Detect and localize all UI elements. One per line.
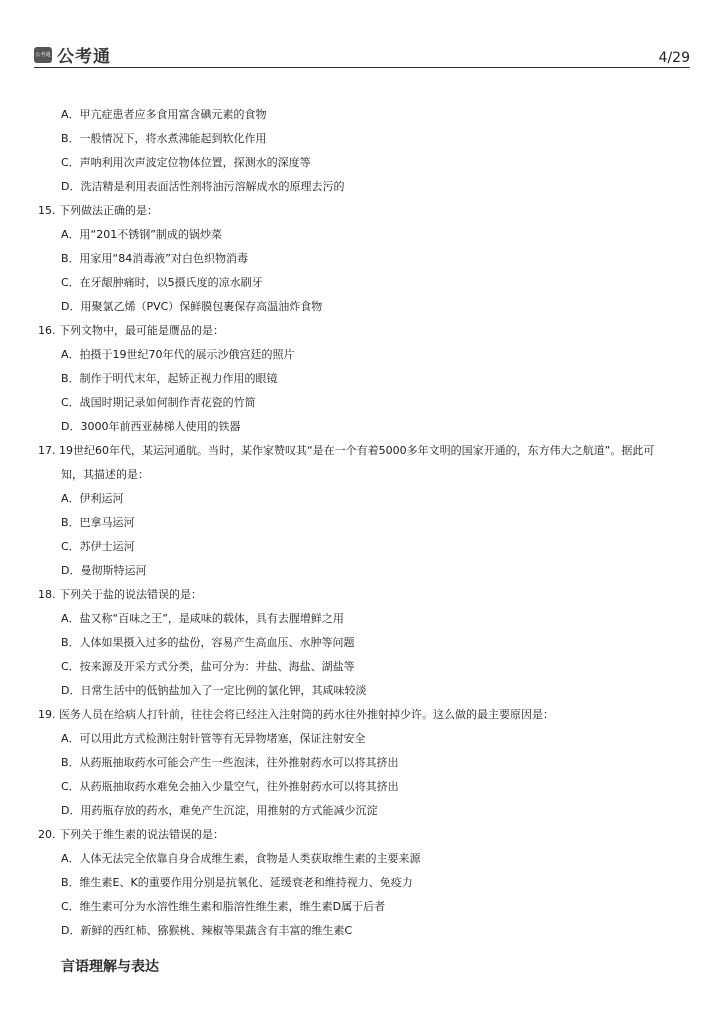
answer-option: B．维生素E、K的重要作用分别是抗氧化、延缓衰老和维持视力、免疫力 xyxy=(61,876,413,889)
answer-option: B．制作于明代末年，起矫正视力作用的眼镜 xyxy=(61,372,278,385)
logo-text: 公考通 xyxy=(57,47,111,67)
answer-option: A．用“201不锈钢”制成的锅炒菜 xyxy=(61,228,222,241)
question-stem: 19. 医务人员在给病人打针前，往往会将已经注入注射筒的药水往外推射掉少许。这么做的最主要原因是： xyxy=(38,708,554,721)
answer-option: A．拍摄于19世纪70年代的展示沙俄宫廷的照片 xyxy=(61,348,295,361)
answer-option: D．用药瓶存放的药水，难免产生沉淀，用推射的方式能减少沉淀 xyxy=(61,804,378,817)
answer-option: B．从药瓶抽取药水可能会产生一些泡沫，往外推射药水可以将其挤出 xyxy=(61,756,399,769)
answer-option: D．用聚氯乙烯（PVC）保鲜膜包裹保存高温油炸食物 xyxy=(61,300,323,313)
answer-option: C．维生素可分为水溶性维生素和脂溶性维生素，维生素D属于后者 xyxy=(61,900,386,913)
question-stem: 18. 下列关于盐的说法错误的是： xyxy=(38,588,202,601)
answer-option: A．甲亢症患者应多食用富含碘元素的食物 xyxy=(61,108,267,121)
answer-option: C．从药瓶抽取药水难免会抽入少量空气，往外推射药水可以将其挤出 xyxy=(61,780,399,793)
logo xyxy=(34,42,111,67)
answer-option: A．盐又称“百味之王”，是咸味的载体，具有去腥增鲜之用 xyxy=(61,612,344,625)
answer-option: B．人体如果摄入过多的盐份，容易产生高血压、水肿等问题 xyxy=(61,636,355,649)
answer-option: D．曼彻斯特运河 xyxy=(61,564,147,577)
section-title: 言语理解与表达 xyxy=(61,959,159,975)
answer-option: C．声呐利用次声波定位物体位置，探测水的深度等 xyxy=(61,156,311,169)
question-stem: 知，其描述的是： xyxy=(61,468,149,481)
question-stem: 20. 下列关于维生素的说法错误的是： xyxy=(38,828,224,841)
answer-option: C．在牙龈肿痛时，以5摄氏度的凉水刷牙 xyxy=(61,276,263,289)
answer-option: D．洗洁精是利用表面活性剂将油污溶解成水的原理去污的 xyxy=(61,180,345,193)
header-divider xyxy=(34,67,690,68)
answer-option: D．3000年前西亚赫梯人使用的铁器 xyxy=(61,420,241,433)
question-stem: 16. 下列文物中，最可能是赝品的是： xyxy=(38,324,224,337)
answer-option: C．按来源及开采方式分类，盐可分为：井盐、海盐、湖盐等 xyxy=(61,660,355,673)
answer-option: B．用家用“84消毒液”对白色织物消毒 xyxy=(61,252,248,265)
page-header xyxy=(34,40,690,70)
answer-option: B．巴拿马运河 xyxy=(61,516,135,529)
question-list xyxy=(38,103,694,943)
question-stem: 15. 下列做法正确的是： xyxy=(38,204,158,217)
page-number: 4/29 xyxy=(658,50,690,66)
answer-option: D．日常生活中的低钠盐加入了一定比例的氯化钾，其咸味较淡 xyxy=(61,684,367,697)
answer-option: A．伊利运河 xyxy=(61,492,124,505)
logo-badge-icon: 公考通 xyxy=(34,47,52,63)
answer-option: A．可以用此方式检测注射针管等有无异物堵塞，保证注射安全 xyxy=(61,732,366,745)
answer-option: B．一般情况下，将水煮沸能起到软化作用 xyxy=(61,132,267,145)
answer-option: C．战国时期记录如何制作青花瓷的竹简 xyxy=(61,396,256,409)
answer-option: D．新鲜的西红柿、猕猴桃、辣椒等果蔬含有丰富的维生素C xyxy=(61,924,353,937)
answer-option: C．苏伊士运河 xyxy=(61,540,135,553)
answer-option: A．人体无法完全依靠自身合成维生素，食物是人类获取维生素的主要来源 xyxy=(61,852,421,865)
question-stem: 17. 19世纪60年代，某运河通航。当时，某作家赞叹其“是在一个有着5000多年文明的国家开通的，东方伟大之航道”。据此可 xyxy=(38,444,655,457)
